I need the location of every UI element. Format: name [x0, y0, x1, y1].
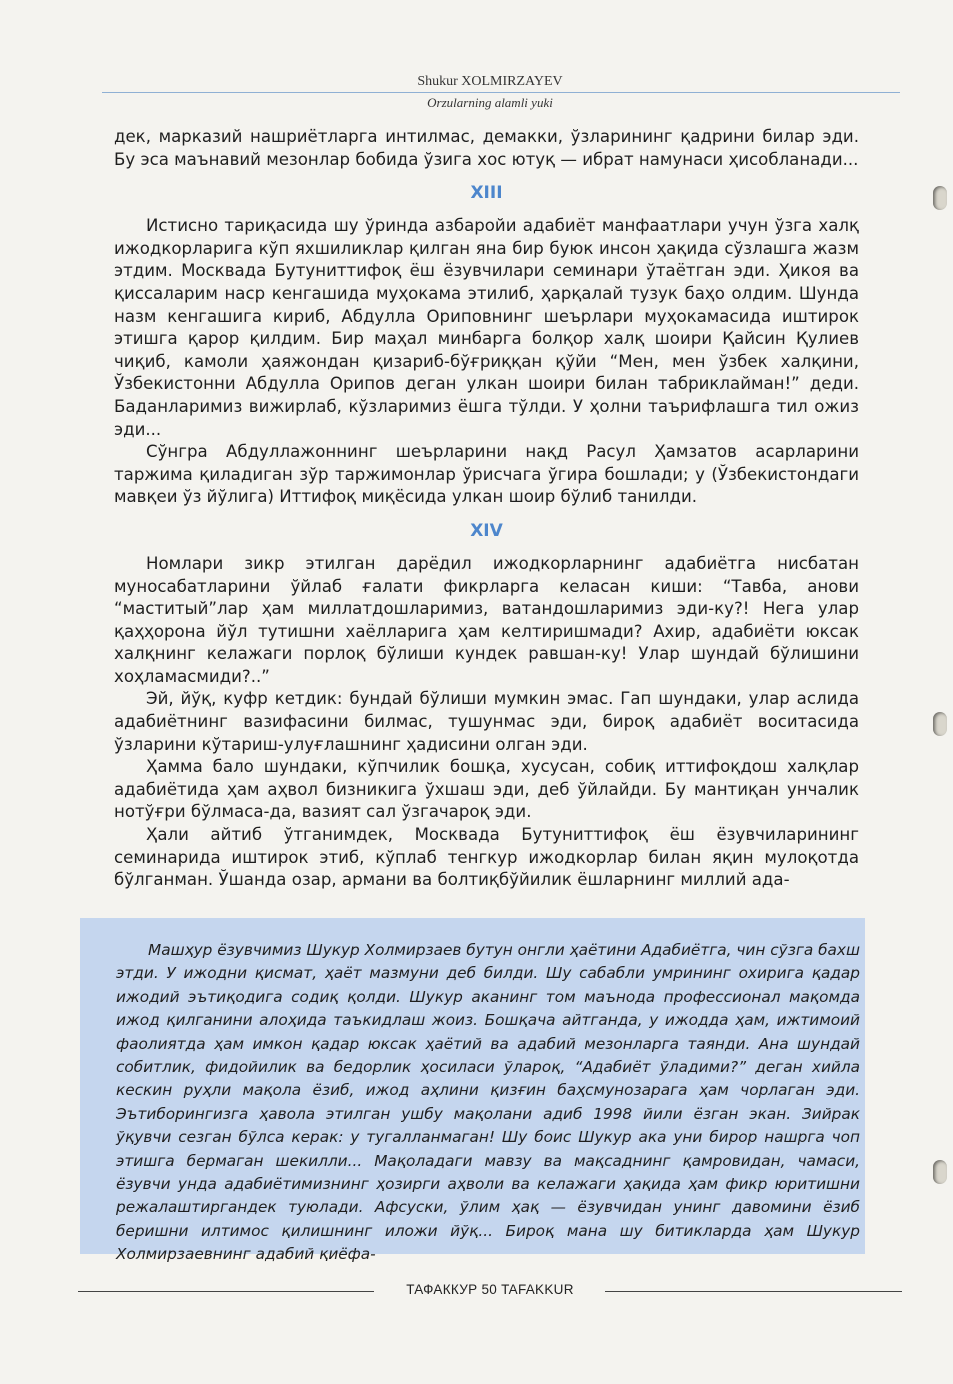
body-paragraph: Ҳамма бало шундаки, кўпчилик бошқа, хусусан, собиқ иттифоқдош халқлар адабиётида ҳам аҳвол бизникига ўхшаш эди, деб ўйлайди. Бу мантиқан унчалик нотўғри бўлмаса-да, вазият сал ўзгачароқ эди.	[114, 757, 859, 822]
footer-page-label: ТАФАККУР 50 TAFAKKUR	[406, 1282, 574, 1297]
header-rule	[102, 92, 900, 93]
editor-note-text: Машҳур ёзувчимиз Шукур Холмирзаев бутун онгли ҳаётини Адабиётга, чин сўзга бахш этди. У ижодни қисмат, ҳаёт мазмуни деб билди. Шу сабабли умрининг охирига қадар ижодий эътиқодига содиқ қолди. Шукур аканинг том маънода профессионал мақомда ижод қилганини алоҳида таъкидлаш жоиз. Бошқача айтганда, у ижодда ҳам, ижтимоий фаолиятда ҳам имкон қадар юксак ҳаётий ва адабий мезонларга таянди. Ана шундай собитлик, фидойилик ва бедорлик ҳосиласи ўлароқ, “Адабиёт ўладими?” деган хийла кескин руҳли мақола ёзиб, ижод аҳлини қизғин баҳсмунозарага ҳам чорлаган эди. Эътиборингизга ҳавола этилган ушбу мақолани адиб 1998 йили ёзган экан. Зийрак ўқувчи сезган бўлса керак: у тугалланмаган! Шу боис Шукур ака уни бирор нашрга чоп этишга бермаган шекилли... Мақоладаги мавзу ва мақсаднинг қамровидан, чамаси, ёзувчи унда адабиётимизнинг ҳозирги аҳволи ва келажаги ҳақида ҳам фикр юритишни режалаштиргандек туюлади. Афсуски, ўлим ҳақ — ёзувчидан унинг давомини ёзиб беришни илтимос қилишнинг иложи йўқ... Бироқ мана шу битикларда ҳам Шукур Холмирзаевнинг адабий қиёфа-	[116, 941, 860, 1264]
binder-hole	[933, 186, 947, 210]
footer-rule-left	[78, 1291, 374, 1292]
body-paragraph: Эй, йўқ, куфр кетдик: бундай бўлиши мумкин эмас. Гап шундаки, улар аслида адабиётнинг вазифасини билмас, тушунмас эди, бироқ адабиёт воситасида ўзларини кўтариш-улуғлашнинг ҳадисини олган эди.	[114, 689, 859, 754]
body-paragraph: Номлари зикр этилган дарёдил ижодкорларнинг адабиётга нисбатан муносабатларини ўйлаб ғалати фикрларга келасан киши: “Тавба, анови “маститый”лар ҳам миллатдошларимиз, ватандошларимиз эди-ку?! Нега улар қаҳҳорона йўл тутишни хаёлларига ҳам келтиришмади? Ахир, адабиёти юксак халқнинг келажаги порлоқ бўлиши кундек равшан-ку! Улар шундай бўлишини хоҳламасмиди?..”	[114, 553, 859, 686]
body-paragraph: дек, марказий нашриётларга интилмас, демакки, ўзларининг қадрини билар эди. Бу эса маънавий мезонлар бобида ўзига хос ютуқ — ибрат намунаси ҳисобланади...	[114, 127, 859, 169]
body-paragraph: Сўнгра Абдуллажоннинг шеърларини нақд Расул Ҳамзатов асарларини таржима қиладиган зўр таржимонлар ўрисчага ўгира бошлади; у (Ўзбекистондаги мавқеи ўз йўлига) Иттифоқ миқёсида улкан шоир бўлиб танилди.	[114, 442, 859, 507]
body-paragraph: Истисно тариқасида шу ўринда азбаройи адабиёт манфаатлари учун ўзга халқ ижодкорларига кўп яхшиликлар қилган яна бир буюк инсон ҳақида сўзлашга жазм этдим. Москвада Бутуниттифоқ ёш ёзувчилари семинари ўтаётган эди. Ҳикоя ва қиссаларим наср кенгашида муҳокама этилиб, ҳарқалай тузук баҳо олдим. Шунда назм кенгашига кириб, Абдулла Ориповнинг шеърлари муҳокамасида иштирок этишга қарор қилдим. Бир маҳал минбарга болқор халқ шоири Қайсин Қулиев чиқиб, камоли ҳаяжондан қизариб-бўғриққан қўйи “Мен, мен ўзбек халқини, Ўзбекистонни Абдулла Орипов деган улкан шоири билан табриклайман!” деди. Баданларимиз вижирлаб, кўзларимиз ёшга тўлди. У ҳолни таърифлашга тил ожиз эди...	[114, 216, 859, 439]
section-number-xiii: XIII	[470, 183, 503, 204]
binder-hole	[933, 1160, 947, 1184]
body-paragraph: Ҳали айтиб ўтганимдек, Москвада Бутуниттифоқ ёш ёзувчиларининг семинарида иштирок этиб, кўплаб тенгкур ижодкорлар билан яқин мулоқотда бўлганман. Ўшанда озар, армани ва болтиқбўйилик ёшларнинг миллий ада-	[114, 825, 859, 890]
running-header-author: Shukur XOLMIRZAYEV	[417, 74, 563, 89]
section-number-xiv: XIV	[470, 520, 503, 541]
editor-note	[116, 939, 860, 1267]
article-body	[114, 126, 859, 892]
binder-hole	[933, 712, 947, 736]
footer-rule-right	[605, 1291, 902, 1292]
running-header-subtitle: Orzularning alamli yuki	[427, 95, 553, 110]
